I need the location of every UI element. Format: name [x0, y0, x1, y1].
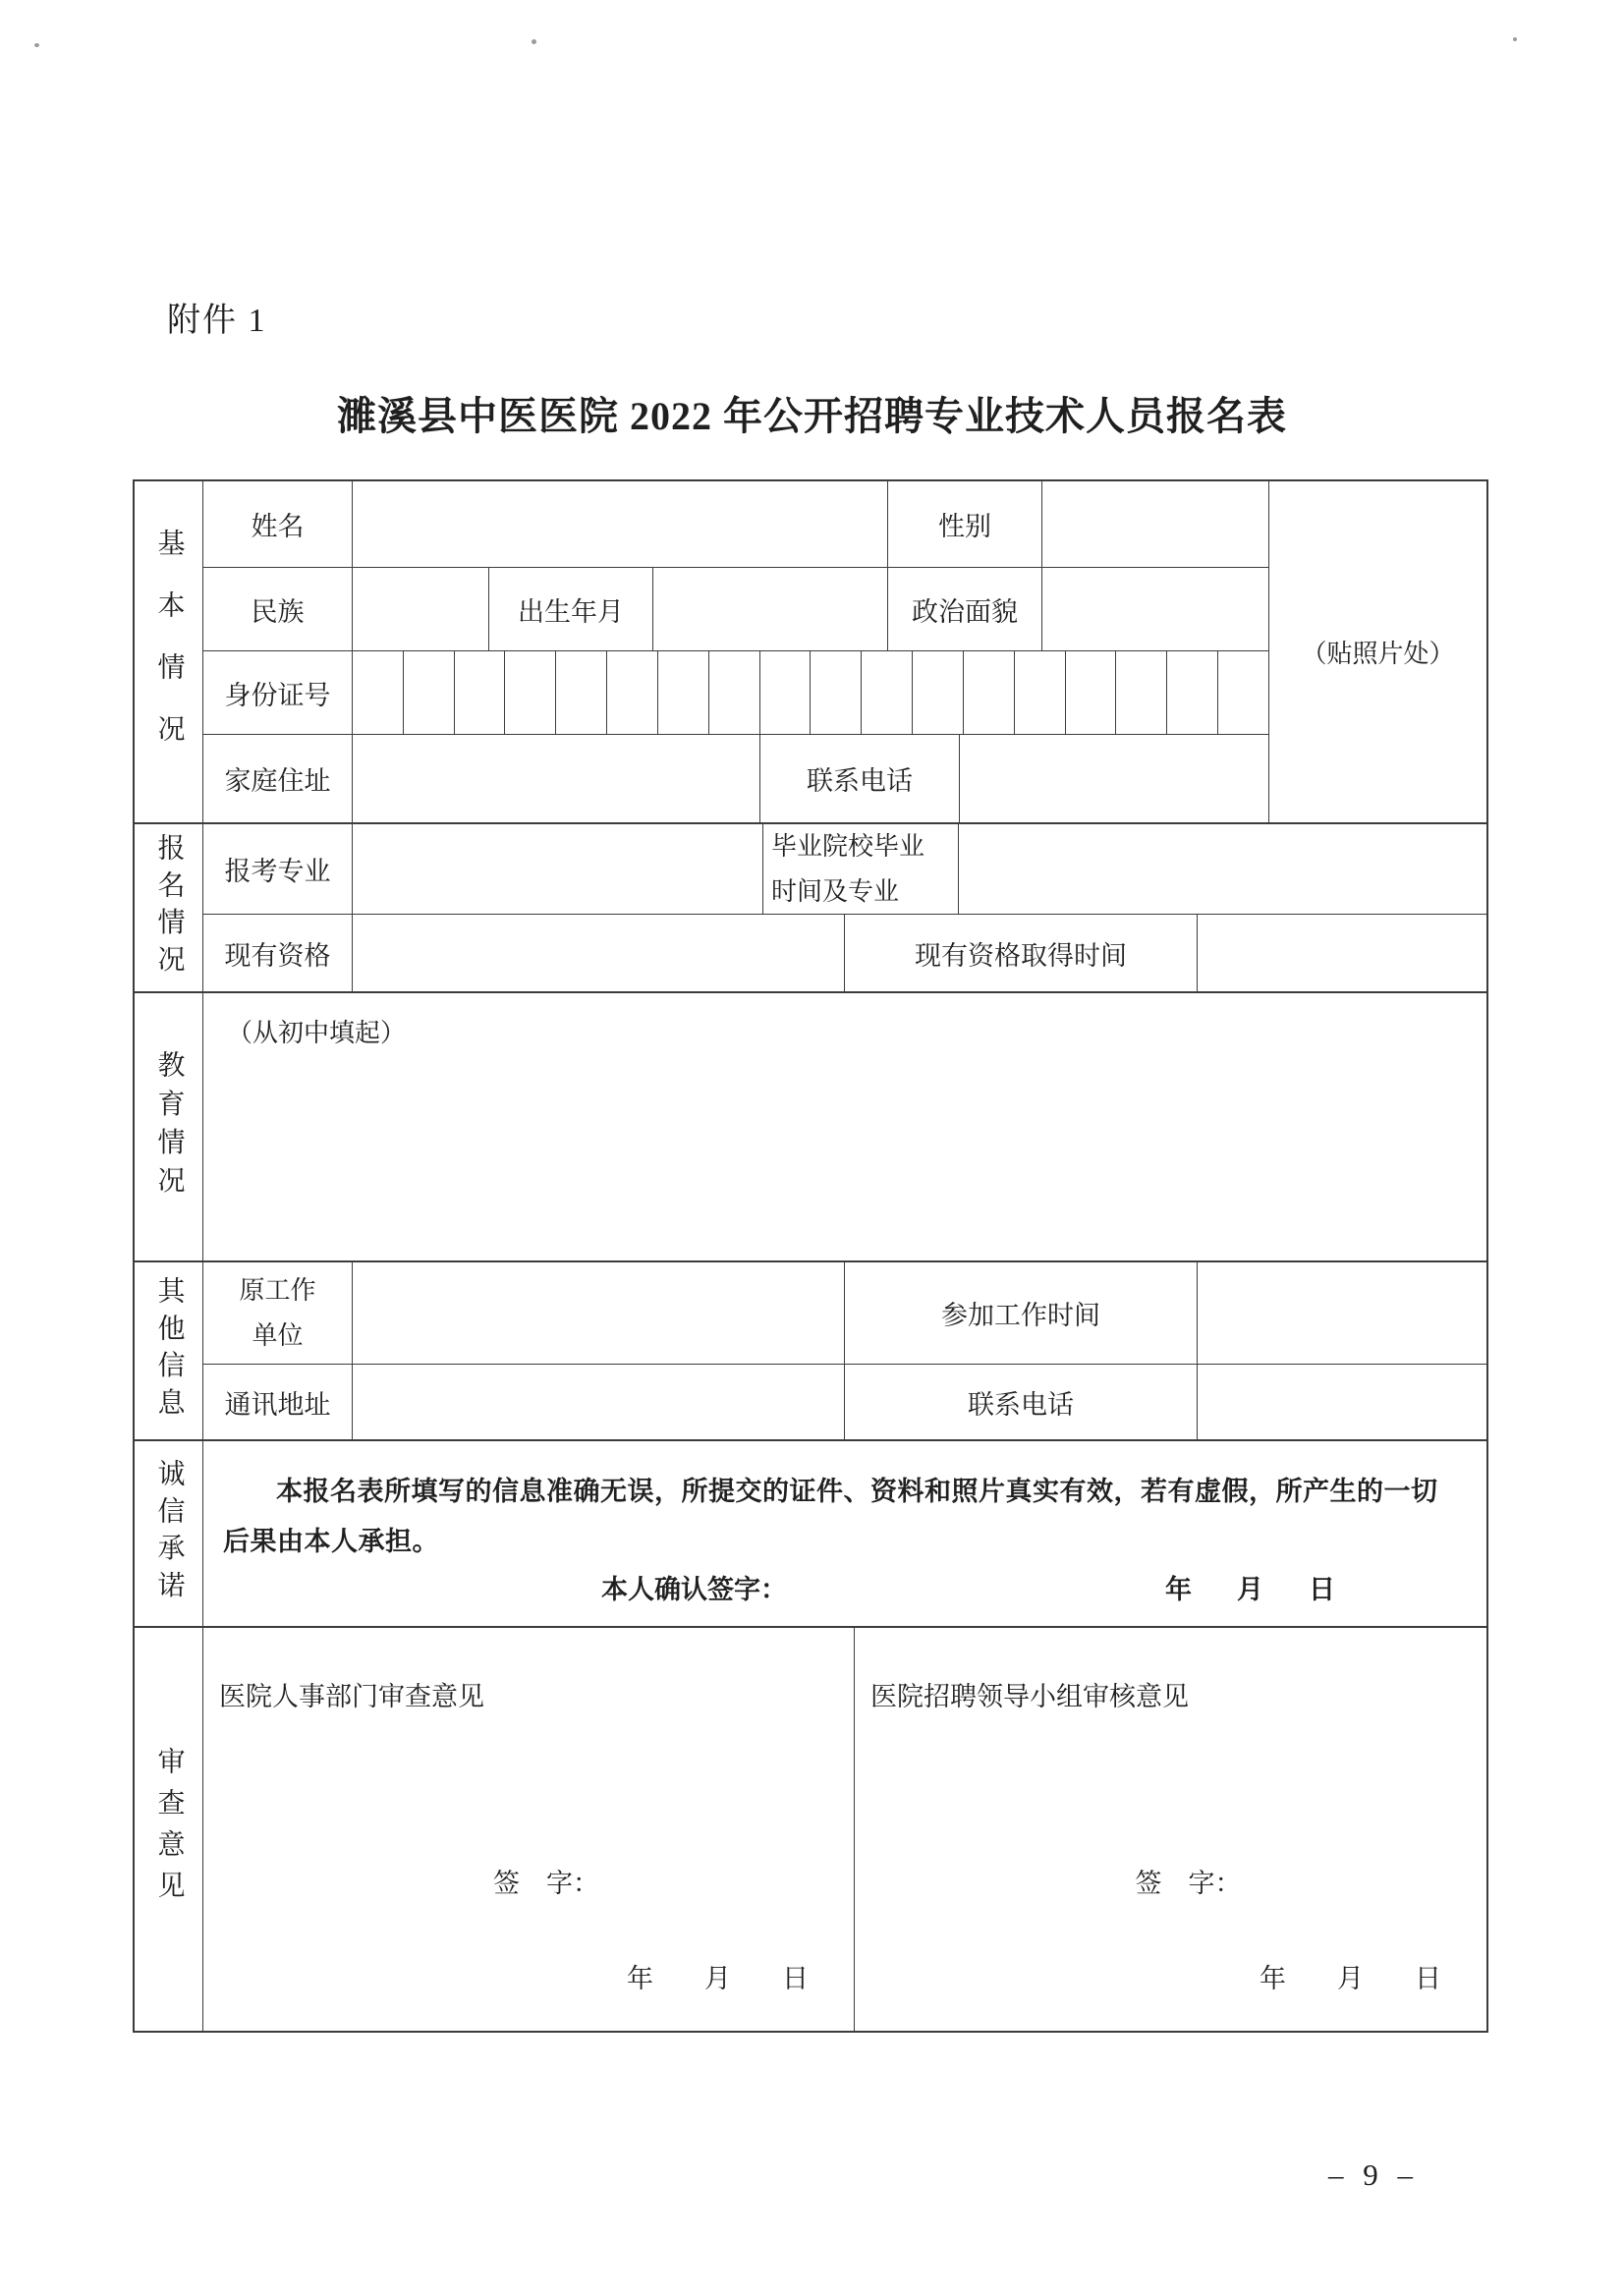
row-former-employer	[203, 1262, 1486, 1364]
scan-speck	[34, 43, 39, 47]
id-digit-box	[607, 651, 658, 734]
ethnicity-label: 民族	[203, 568, 353, 650]
hr-review-date-fields	[627, 1957, 809, 1995]
form-title: 濉溪县中医医院 2022 年公开招聘专业技术人员报名表	[337, 394, 1287, 438]
id-digit-box	[455, 651, 506, 734]
id-digit-box	[1218, 651, 1268, 734]
current-qualification-value-cell	[353, 915, 845, 991]
section-application-info	[135, 822, 1486, 991]
scan-speck	[1513, 37, 1517, 41]
section-basic-info-header: 基本情况	[135, 481, 203, 822]
day-label: 日	[782, 1964, 809, 1993]
applied-major-value-cell	[353, 824, 763, 914]
id-number-digit-boxes	[353, 651, 1268, 734]
section-application-info-header: 报名情况	[135, 824, 203, 991]
mailing-address-value-cell	[353, 1365, 845, 1439]
month-label: 月	[1337, 1964, 1364, 1993]
id-digit-box	[353, 651, 404, 734]
id-digit-box	[404, 651, 455, 734]
id-digit-box	[1066, 651, 1117, 734]
leader-review-date-fields	[1260, 1957, 1441, 1995]
section-integrity-pledge-header: 诚信承诺	[135, 1441, 203, 1626]
contact-phone-label: 联系电话	[760, 735, 960, 822]
qualification-time-label: 现有资格取得时间	[845, 915, 1198, 991]
id-digit-box	[709, 651, 760, 734]
photo-placeholder-text: （贴照片处）	[1301, 640, 1455, 668]
section-education	[135, 991, 1486, 1260]
home-address-label: 家庭住址	[203, 735, 353, 822]
row-id-number	[203, 650, 1268, 734]
section-integrity-pledge	[135, 1439, 1486, 1626]
other-phone-label: 联系电话	[845, 1365, 1198, 1439]
id-digit-box	[1015, 651, 1066, 734]
confirm-signature-label: 本人确认签字：	[601, 1574, 787, 1604]
application-form-table	[133, 479, 1488, 2033]
year-label: 年	[1260, 1964, 1286, 1993]
id-digit-box	[964, 651, 1015, 734]
name-value-cell	[353, 481, 888, 567]
section-review-opinions	[135, 1626, 1486, 2031]
birth-date-label: 出生年月	[489, 568, 653, 650]
row-qualification	[203, 914, 1486, 991]
political-status-value-cell	[1042, 568, 1268, 650]
row-ethnicity-birth-political	[203, 567, 1268, 650]
id-digit-box	[556, 651, 607, 734]
row-major-graduation	[203, 824, 1486, 914]
work-start-time-value-cell	[1198, 1262, 1486, 1364]
section-other-info	[135, 1260, 1486, 1439]
leader-review-sign-label: 签 字：	[1135, 1869, 1242, 1898]
hr-review-sign-label: 签 字：	[493, 1869, 599, 1898]
former-employer-value-cell	[353, 1262, 845, 1364]
id-digit-box	[913, 651, 964, 734]
leader-review-opinion-cell	[855, 1628, 1486, 2031]
month-label: 月	[1237, 1574, 1263, 1604]
hr-review-opinion-cell	[203, 1628, 855, 2031]
attachment-label: 附件 1	[167, 303, 267, 339]
graduation-school-label: 毕业院校毕业 时间及专业	[763, 824, 959, 914]
row-mailing-address	[203, 1364, 1486, 1439]
contact-phone-value-cell	[960, 735, 1268, 822]
education-hint: （从初中填起）	[227, 1019, 407, 1047]
gender-label: 性别	[888, 481, 1042, 567]
graduation-school-value-cell	[959, 824, 1486, 914]
id-digit-box	[1167, 651, 1218, 734]
education-history-cell	[203, 993, 1486, 1260]
home-address-value-cell	[353, 735, 760, 822]
leader-review-opinion-label: 医院招聘领导小组审核意见	[870, 1682, 1189, 1711]
id-digit-box	[811, 651, 862, 734]
current-qualification-label: 现有资格	[203, 915, 353, 991]
integrity-pledge-cell	[203, 1441, 1486, 1626]
page-number: – 9 –	[1328, 2157, 1419, 2192]
work-start-time-label: 参加工作时间	[845, 1262, 1198, 1364]
year-label: 年	[1165, 1574, 1192, 1604]
political-status-label: 政治面貌	[888, 568, 1042, 650]
name-label: 姓名	[203, 481, 353, 567]
month-label: 月	[704, 1964, 731, 1993]
scan-speck	[532, 39, 536, 44]
id-digit-box	[862, 651, 913, 734]
qualification-time-value-cell	[1198, 915, 1486, 991]
integrity-date-fields	[1165, 1568, 1335, 1606]
hr-review-opinion-label: 医院人事部门审查意见	[219, 1682, 484, 1711]
row-review-opinions	[203, 1628, 1486, 2031]
applied-major-label: 报考专业	[203, 824, 353, 914]
id-number-label: 身份证号	[203, 651, 353, 734]
section-other-info-header: 其他信息	[135, 1262, 203, 1439]
day-label: 日	[1415, 1964, 1441, 1993]
ethnicity-value-cell	[353, 568, 489, 650]
gender-value-cell	[1042, 481, 1268, 567]
id-digit-box	[760, 651, 812, 734]
year-label: 年	[627, 1964, 653, 1993]
section-education-header: 教育情况	[135, 993, 203, 1260]
integrity-signature-row	[223, 1568, 1461, 1606]
row-name-gender	[203, 481, 1268, 567]
section-review-opinions-header: 审查意见	[135, 1628, 203, 2031]
birth-date-value-cell	[653, 568, 888, 650]
photo-placeholder-cell	[1268, 481, 1486, 822]
id-digit-box	[658, 651, 709, 734]
id-digit-box	[1116, 651, 1167, 734]
section-basic-info	[135, 481, 1486, 822]
mailing-address-label: 通讯地址	[203, 1365, 353, 1439]
other-phone-value-cell	[1198, 1365, 1486, 1439]
row-home-address-phone	[203, 734, 1268, 822]
day-label: 日	[1309, 1574, 1335, 1604]
id-digit-box	[505, 651, 556, 734]
integrity-statement: 本报名表所填写的信息准确无误，所提交的证件、资料和照片真实有效，若有虚假，所产生的一切后果由本人承担。	[223, 1477, 1438, 1557]
former-employer-label: 原工作 单位	[203, 1262, 353, 1364]
